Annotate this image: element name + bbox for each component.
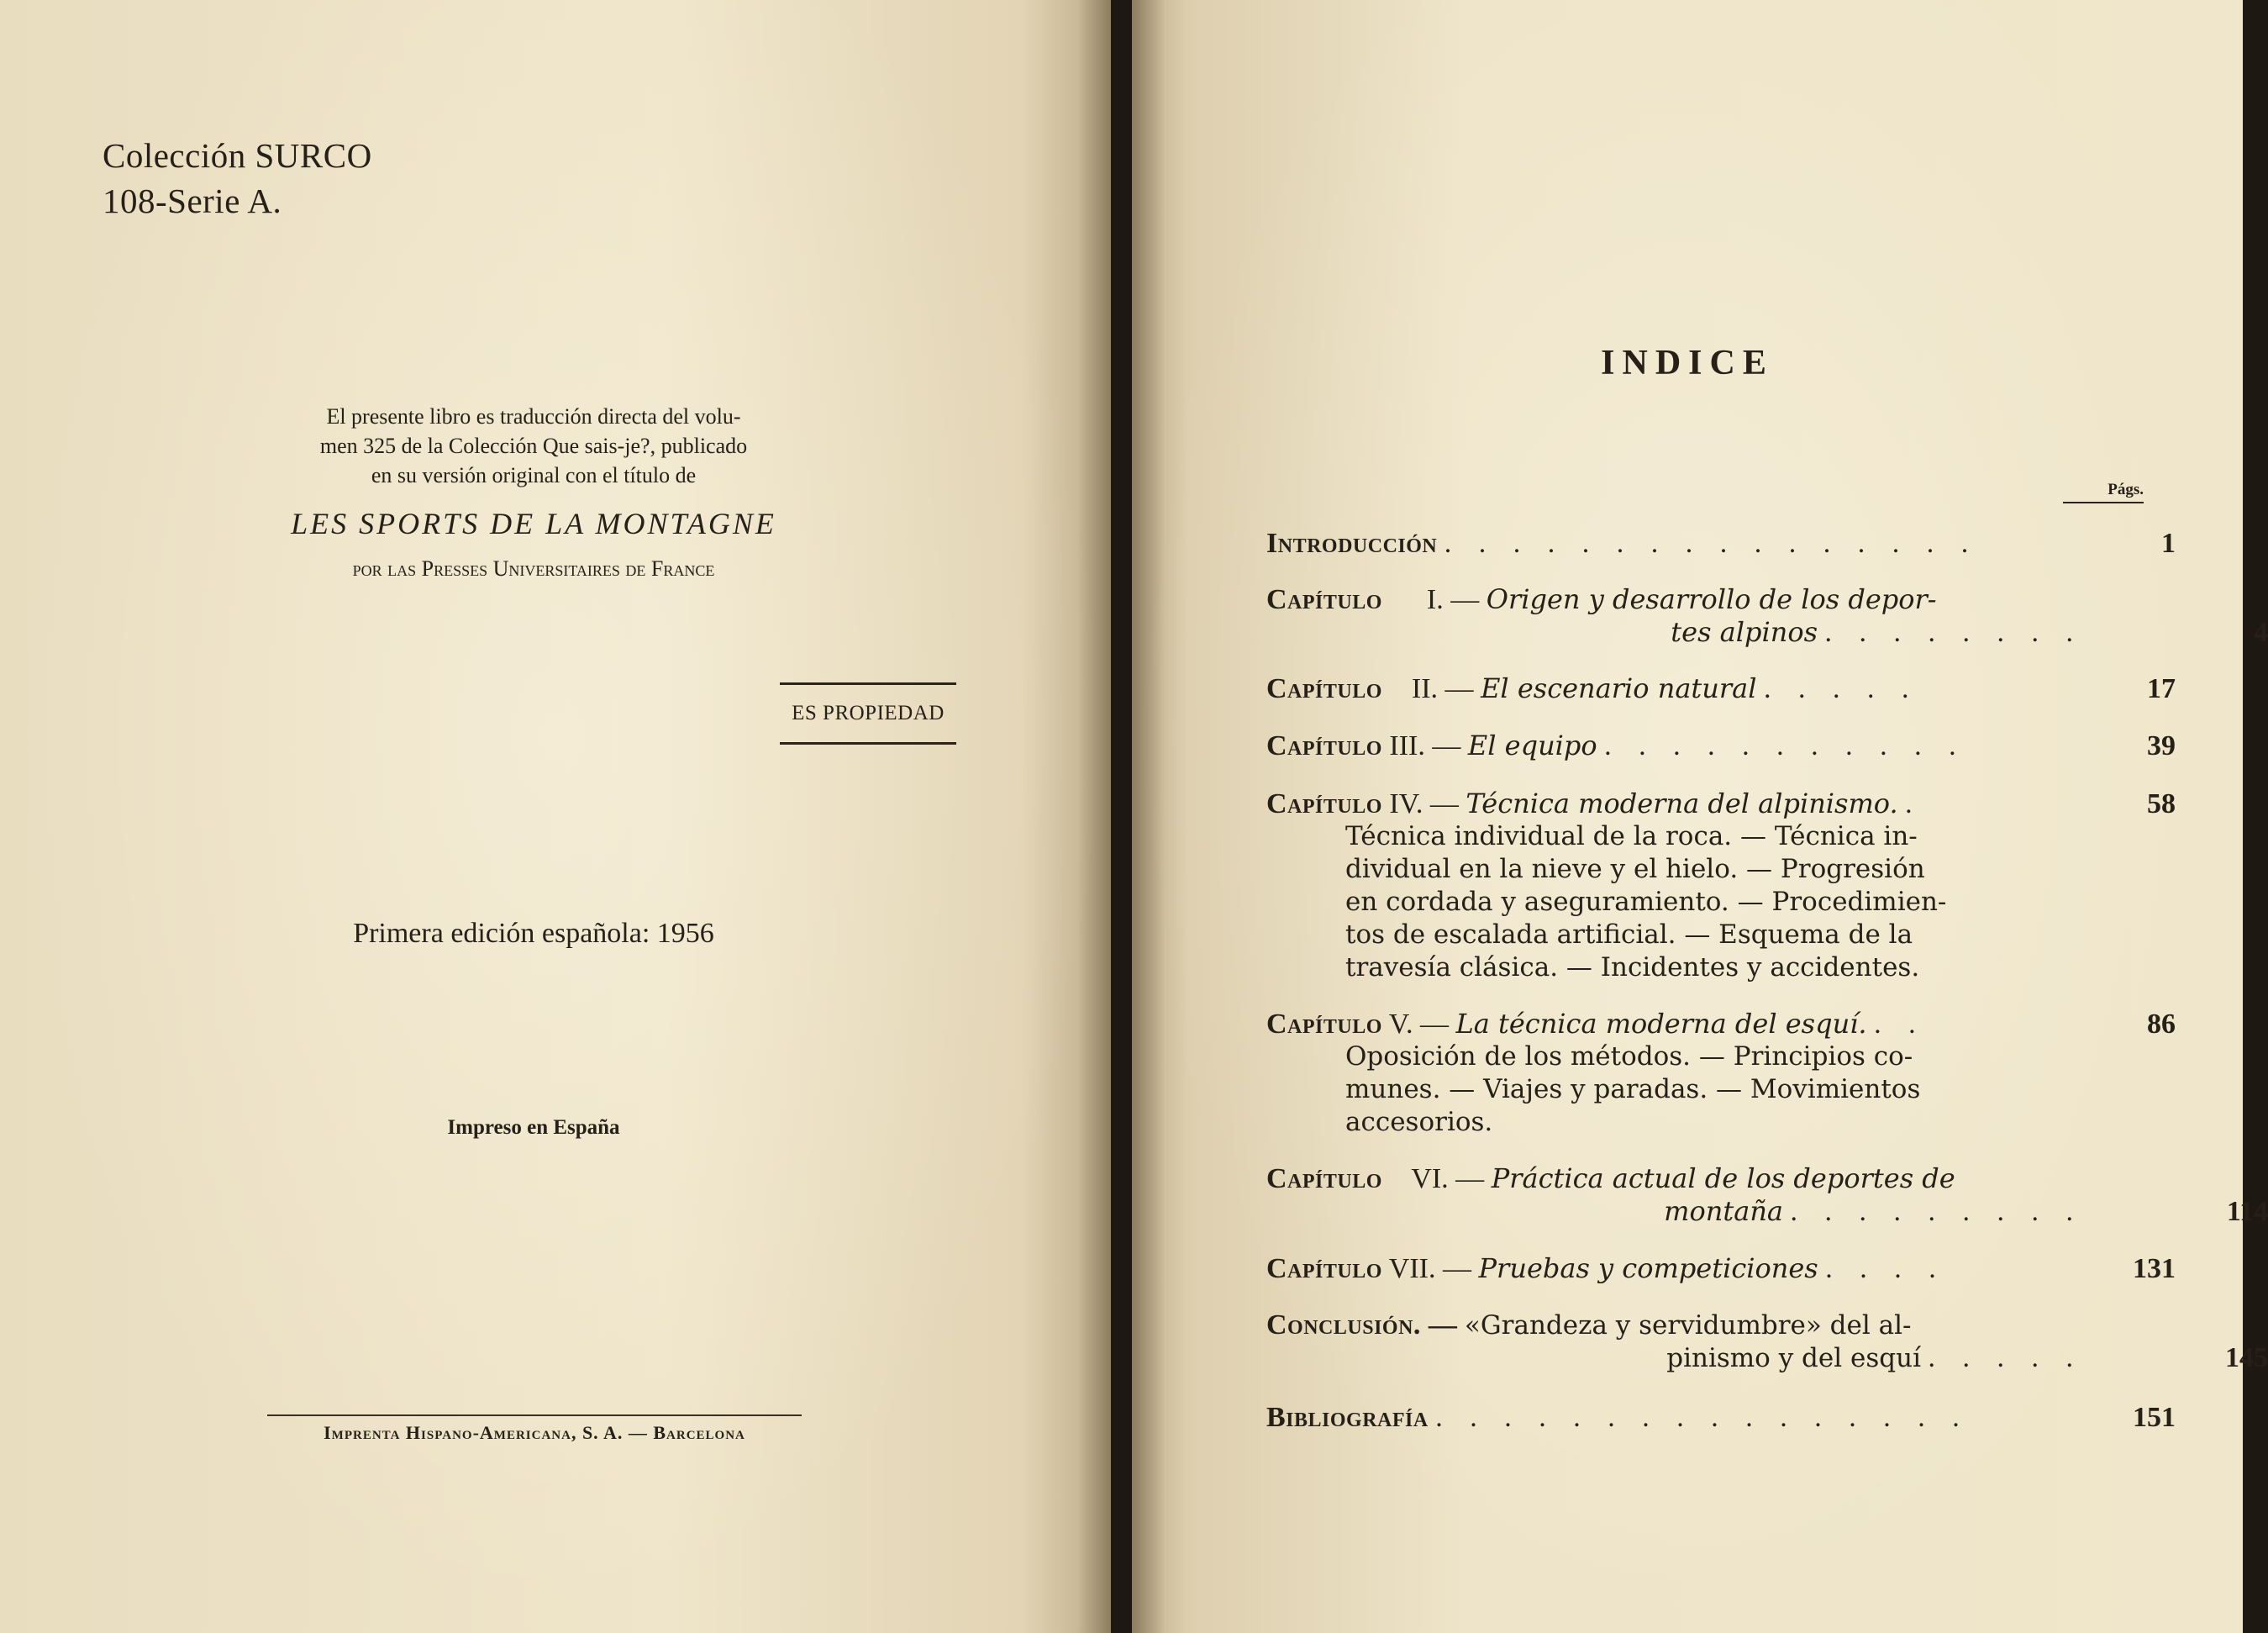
printed-in: Impreso en España (447, 1116, 620, 1139)
toc-entry-chapter-6[interactable]: Capítulo VI. — Práctica actual de los deportes de montaña . . . . . . . . . 114 (1266, 1162, 2268, 1227)
entry-numeral: V. — (1388, 1009, 1449, 1040)
toc-entry-conclusion[interactable]: Conclusión. — «Grandeza y servidumbre» del al- pinismo y del esquí . . . . . 145 (1266, 1309, 2268, 1373)
toc-entry-bibliografia[interactable]: Bibliografía . . . . . . . . . . . . . . . . 151 (1266, 1402, 2176, 1433)
collection-series: 108-Serie A. (103, 182, 282, 220)
entry-page: 4 (2254, 617, 2268, 648)
translation-line-2: men 325 de la Colección Que sais-je?, publicado (319, 434, 748, 458)
toc-entry-chapter-7[interactable]: Capítulo VII. — Pruebas y competiciones . . . . 131 (1266, 1252, 2176, 1284)
entry-subtopics (1266, 1040, 2103, 1139)
toc-entry-chapter-2[interactable]: Capítulo II. — El escenario natural . . . . . 17 (1266, 672, 2176, 704)
entry-page: 151 (2133, 1402, 2176, 1433)
entry-label: Capítulo (1266, 1253, 1382, 1284)
entry-title-cont: pinismo y del esquí (1666, 1343, 1921, 1373)
toc-entry-chapter-1[interactable]: Capítulo I. — Origen y desarrollo de los depor- tes alpinos . . . . . . . . 4 (1266, 583, 2268, 648)
entry-label: Bibliografía (1266, 1402, 1429, 1433)
pages-header: Págs. (2063, 481, 2144, 503)
subtopic-line: travesía clásica. — Incidentes y accidentes. (1345, 952, 1920, 982)
entry-label: Capítulo (1266, 1009, 1382, 1040)
footer-divider (267, 1414, 802, 1416)
entry-subtopics (1266, 820, 2103, 984)
subtopic-line: en cordada y aseguramiento. — Procedimien- (1345, 887, 1947, 917)
entry-page: 131 (2133, 1253, 2176, 1284)
right-page (1132, 0, 2268, 1633)
entry-page: 39 (2147, 730, 2176, 761)
entry-title: Pruebas y competiciones (1478, 1252, 1818, 1284)
entry-label: Introducción (1266, 528, 1438, 559)
subtopic-line: tos de escalada artificial. — Esquema de la (1345, 919, 1913, 950)
subtopic-line: munes. — Viajes y paradas. — Movimientos (1345, 1074, 1921, 1104)
subtopic-line: Técnica individual de la roca. — Técnica in- (1345, 821, 1918, 851)
entry-label: Conclusión. — (1266, 1309, 1458, 1341)
toc-entry-introduccion[interactable]: Introducción . . . . . . . . . . . . . . . . 1 (1266, 528, 2176, 559)
entry-title: Origen y desarrollo de los depor- (1486, 583, 1937, 615)
entry-title-cont: tes alpinos (1671, 616, 1818, 648)
entry-page: 145 (2225, 1342, 2268, 1373)
entry-title: Práctica actual de los deportes de (1491, 1162, 1955, 1194)
original-publisher: por las Presses Universitaires de France (352, 556, 715, 581)
entry-numeral: IV. — (1389, 788, 1459, 819)
toc-entry-chapter-4[interactable]: Capítulo IV. — Técnica moderna del alpinismo. . 58 Técnica individual de la roca. — Técnica in- dividual en la nieve y el hielo. — Progresión en cordada y aseguramiento. — Procedimien- tos de escalada artificial. — Esquema de la travesía clásica. — Incidentes y accidentes. (1266, 788, 2176, 982)
entry-title: Técnica moderna del alpinismo. (1466, 788, 1898, 819)
entry-label: Capítulo (1266, 1163, 1382, 1194)
entry-title: La técnica moderna del esquí. (1455, 1008, 1867, 1040)
collection-info (103, 133, 372, 224)
subtopic-line: accesorios. (1345, 1107, 1493, 1137)
entry-title: El equipo (1467, 730, 1597, 761)
entry-title: El escenario natural (1481, 672, 1757, 704)
original-title: LES SPORTS DE LA MONTAGNE (291, 507, 776, 540)
edition-info: Primera edición española: 1956 (353, 918, 714, 949)
entry-label: Capítulo (1266, 673, 1382, 704)
entry-page: 1 (2161, 528, 2176, 559)
entry-title: «Grandeza y servidumbre» del al- (1464, 1310, 1912, 1341)
subtopic-line: dividual en la nieve y el hielo. — Progresión (1345, 854, 1925, 884)
entry-numeral: VII. — (1388, 1253, 1471, 1284)
left-page (0, 0, 1111, 1633)
entry-page: 86 (2147, 1009, 2176, 1040)
entry-title-cont: montaña (1664, 1195, 1783, 1227)
toc-entry-chapter-3[interactable]: Capítulo III. — El equipo . . . . . . . . . . . 39 (1266, 730, 2176, 761)
entry-page: 114 (2226, 1196, 2268, 1227)
entry-label: Capítulo (1266, 788, 1382, 819)
entry-numeral: III. — (1389, 730, 1461, 761)
collection-name: Colección SURCO (103, 136, 372, 175)
printer-imprint: Imprenta Hispano-Americana, S. A. — Barcelona (324, 1422, 745, 1443)
toc-title: INDICE (1601, 344, 1774, 382)
entry-label: Capítulo (1266, 584, 1382, 615)
toc-entry-chapter-5[interactable]: Capítulo V. — La técnica moderna del esquí. . . 86 Oposición de los métodos. — Principios co- munes. — Viajes y paradas. — Movimientos accesorios. (1266, 1008, 2176, 1137)
entry-numeral: II. — (1411, 673, 1474, 704)
entry-numeral: I. — (1426, 584, 1480, 615)
subtopic-line: Oposición de los métodos. — Principios co- (1345, 1041, 1913, 1072)
entry-page: 58 (2147, 788, 2176, 819)
gutter-shadow (1132, 0, 1166, 1633)
entry-numeral: VI. — (1411, 1163, 1485, 1194)
translation-line-3: en su versión original con el título de (371, 463, 697, 487)
entry-page: 17 (2147, 673, 2176, 704)
translation-note (252, 402, 815, 583)
translation-line-1: El presente libro es traducción directa del volu- (326, 404, 741, 429)
rights-notice: ES PROPIEDAD (780, 682, 956, 745)
gutter-shadow (1077, 0, 1111, 1633)
entry-label: Capítulo (1266, 730, 1382, 761)
